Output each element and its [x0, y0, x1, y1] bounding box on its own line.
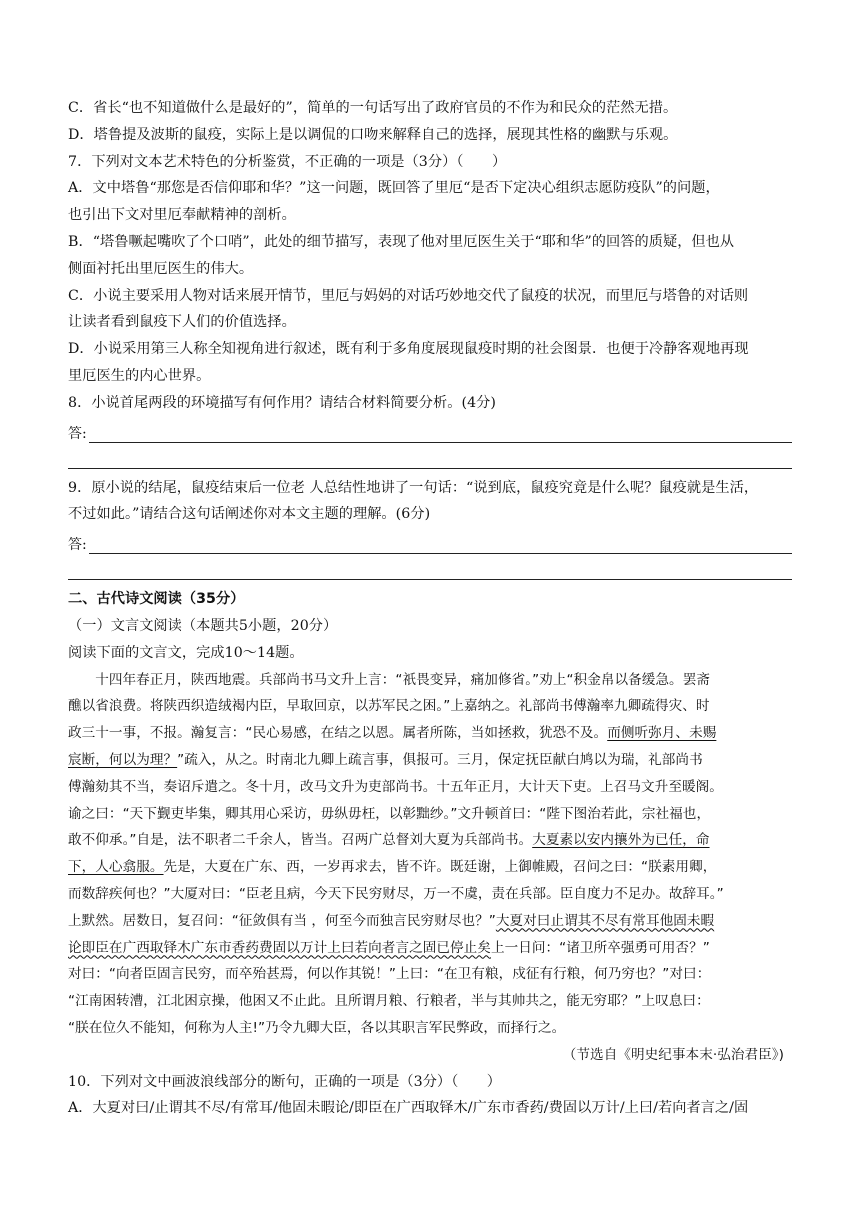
passage-line: [68, 908, 792, 935]
q7-option-a-line1: A．文中塔鲁“那您是否信仰耶和华？”这一问题，既回答了里厄“是否下定决心组织志愿防疫队”的问题，: [68, 180, 720, 197]
q8-answer-line-1[interactable]: [89, 425, 792, 443]
classical-passage: [68, 667, 792, 1069]
q9-answer-row[interactable]: [68, 528, 792, 554]
q6-option-c: C．省长“也不知道做什么是最好的”，简单的一句话写出了政府官员的不作为和民众的茫然无措。: [68, 100, 678, 116]
section-2-subtitle: （一）文言文阅读（本题共5小题，20分）: [68, 617, 338, 634]
q8-stem: 8．小说首尾两段的环境描写有何作用？请结合材料简要分析。(4分): [68, 394, 496, 411]
passage-text: 敢不仰承。”自是，法不职者二千余人，皆当。召两广总督刘大夏为兵部尚书。: [68, 832, 533, 849]
passage-line: 对曰：“向者臣固言民穷，而卒殆甚焉，何以作其锐！”上曰：“在卫有粮，戍征有行粮，何乃穷也？”对曰：: [68, 966, 711, 983]
q9-stem-line1: 9．原小说的结尾，鼠疫结束后一位老 人总结性地讲了一句话：“说到底，鼠疫究竟是什么呢？鼠疫就是生活，: [68, 479, 759, 496]
wavy-underlined-text: 大夏对曰止谓其不尽有常耳他固未暇: [495, 912, 715, 929]
passage-line: “江南困转漕，江北困京操，他困又不止此。且所谓月粮、行粮者，半与其帅共之，能无穷耶？”上叹息曰：: [68, 993, 710, 1010]
q6-option-d: D．塔鲁提及波斯的鼠疫，实际上是以调侃的口吻来解释自己的选择，展现其性格的幽默与乐观。: [68, 126, 678, 143]
passage-line: [68, 720, 792, 747]
passage-line: [68, 854, 792, 881]
q7-option-c-line1: C．小说主要采用人物对话来展开情节，里厄与妈妈的对话巧妙地交代了鼠疫的状况，而里厄与塔鲁的对话则: [68, 287, 749, 304]
passage-line: 而数辞疾何也？”大厦对曰：“臣老且病，今天下民穷财尽，万一不虞，责在兵部。臣自度力不足办。故辞耳。”: [68, 885, 724, 902]
section-2-title: 二、古代诗文阅读（35分）: [68, 591, 245, 608]
q7-option-b-line1: B．“塔鲁噘起嘴吹了个口哨”，此处的细节描写，表现了他对里厄医生关于“耶和华”的回答的质疑，但也从: [68, 233, 735, 250]
q7-option-d-line1: D．小说采用第三人称全知视角进行叙述，既有利于多角度展现鼠疫时期的社会图景．也便于冷静客观地再现: [68, 341, 749, 358]
underlined-sentence: 宸断，何以为理？: [68, 751, 178, 768]
passage-text: ”疏入，从之。时南北九卿上疏言事，俱报可。三月，保定抚臣献白鸠以为瑞，礼部尚书: [177, 751, 703, 768]
q9-answer-label: 答:: [68, 537, 87, 554]
q8-answer-line-2[interactable]: [68, 443, 792, 469]
passage-line: 谕之曰：“天下觐吏毕集，卿其用心采访，毋纵毋枉，以彰黜纱。”文升顿首曰：“陛下图治若此，宗社福也，: [68, 805, 711, 822]
passage-line: 醮以省浪费。将陕西织造绒褐内臣，早取回京，以苏军民之困。”上嘉纳之。礼部尚书傅瀚率九卿疏得灾、时: [68, 698, 710, 715]
passage-instruction: 阅读下面的文言文，完成10～14题。: [68, 644, 304, 661]
passage-text: 政三十一事，不报。瀚复言：“民心易感，在结之以恩。属者所陈，当如拯救，犹恐不及。: [68, 725, 608, 742]
underlined-sentence: 大夏素以安内攘外为已任，命: [532, 832, 710, 849]
q10-stem: 10．下列对文中画波浪线部分的断句，正确的一项是（3分）（ ）: [68, 1073, 502, 1090]
q7-option-d-line2: 里厄医生的内心世界。: [68, 367, 211, 384]
passage-line: [68, 827, 792, 854]
passage-text: 先是，大夏在广东、西，一岁再求去，皆不许。既廷谢，上御帷殿，召问之曰：“朕素用卿，: [163, 859, 717, 876]
passage-line: “朕在位久不能知，何称为人主!”乃令九卿大臣，各以其职言军民弊政，而择行之。: [68, 1019, 566, 1036]
wavy-underlined-text: 论即臣在广西取铎木广东市香药费固以万计上曰若向者言之固已停止矣: [68, 939, 491, 956]
passage-line: 十四年春正月，陕西地震。兵部尚书马文升上言：“祇畏变异，痛加修省。”劝上“积金帛以备缓急。罢斋: [95, 671, 710, 688]
underlined-sentence: 下，人心翕服。: [68, 859, 164, 876]
q9-answer-line-1[interactable]: [89, 536, 792, 554]
passage-source: （节选自《明史纪事本末·弘治君臣》): [562, 1046, 784, 1063]
underlined-sentence: 而侧听弥月、未赐: [607, 725, 717, 742]
q9-answer-line-2[interactable]: [68, 554, 792, 580]
page-content: [68, 95, 792, 1122]
q7-option-b-line2: 侧面衬托出里厄医生的伟大。: [68, 260, 254, 277]
passage-line: [68, 747, 792, 774]
q10-option-a: A．大夏对曰/止谓其不尽/有常耳/他固未暇论/即臣在广西取铎木/广东市香药/费固以万计/上曰/若向者言之/固: [68, 1100, 749, 1117]
q8-answer-row[interactable]: [68, 417, 792, 443]
q7-option-a-line2: 也引出下文对里厄奉献精神的剖析。: [68, 207, 296, 224]
q8-answer-label: 答:: [68, 425, 87, 442]
passage-line: [68, 935, 792, 962]
q9-stem-line2: 不过如此。”请结合这句话阐述你对本文主题的理解。(6分): [68, 506, 431, 523]
q7-option-c-line2: 让读者看到鼠疫下人们的价值选择。: [68, 314, 296, 331]
passage-line: 傅瀚劾其不当，奏诏斥遣之。冬十月，改马文升为吏部尚书。十五年正月，大计天下吏。上召马文升至暖阁。: [68, 778, 723, 795]
passage-text: 上默然。居数日，复召问：“征敛俱有当 ，何至今而独言民穷财尽也？”: [68, 912, 496, 929]
passage-text: 上一日问：“诸卫所卒强勇可用否？”: [490, 939, 710, 956]
q7-stem: 7．下列对文本艺术特色的分析鉴赏，不正确的一项是（3分）（ ）: [68, 153, 507, 170]
